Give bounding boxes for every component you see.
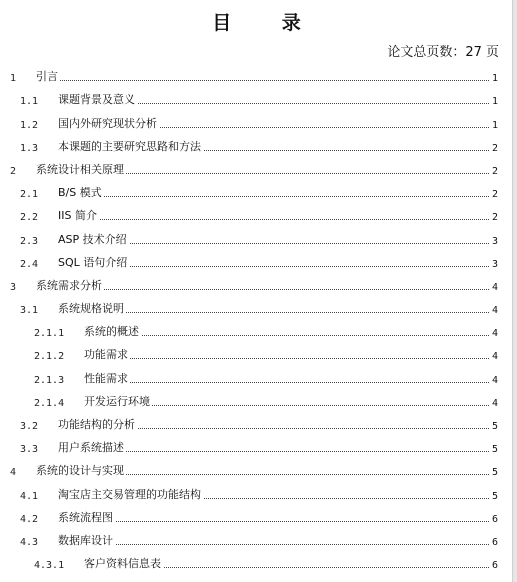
toc-entry-title: 本课题的主要研究思路和方法	[58, 139, 201, 153]
toc-entry-page: 5	[491, 467, 498, 479]
toc-entry-title: 系统的设计与实现	[36, 464, 124, 478]
toc-entry-title: 系统规格说明	[58, 302, 124, 316]
toc-entry-number: 2.1.2	[34, 351, 65, 363]
toc-entry-page: 3	[491, 235, 498, 247]
toc-entry-page: 4	[491, 328, 498, 340]
dot-leader	[84, 335, 489, 336]
toc-entry-page: 5	[491, 444, 498, 456]
dot-leader	[58, 544, 489, 545]
toc-entry[interactable]	[0, 134, 517, 157]
toc-entry-page: 6	[491, 560, 498, 572]
toc-entry-title: ASP 技术介绍	[58, 232, 127, 246]
toc-entry-page: 6	[491, 536, 498, 548]
toc-entry-title: 客户资料信息表	[84, 557, 161, 571]
toc-entry[interactable]	[0, 481, 517, 504]
toc-entry-number: 2	[10, 165, 17, 177]
toc-entry-page: 2	[491, 165, 498, 177]
dot-leader	[58, 521, 489, 522]
toc-entry-page: 1	[491, 96, 498, 108]
dot-leader	[36, 80, 489, 81]
toc-entry-page: 5	[491, 421, 498, 432]
toc-entry-page: 2	[491, 142, 498, 154]
toc-entry-page: 4	[491, 305, 498, 317]
toc-entry-number: 4.1	[20, 490, 39, 502]
toc-entry[interactable]	[0, 551, 517, 574]
toc-entry-number: 1.2	[20, 119, 39, 131]
toc-entry[interactable]	[0, 412, 517, 435]
toc-entry[interactable]	[0, 250, 517, 273]
toc-entry-number: 3	[10, 281, 17, 293]
toc-entry-number: 2.3	[20, 235, 39, 247]
toc-entry[interactable]	[0, 226, 517, 249]
toc-entry-page: 4	[491, 351, 498, 363]
toc-entry-title: 功能结构的分析	[58, 418, 135, 431]
toc-entry-number: 2.2	[20, 212, 39, 224]
toc-entry-number: 2.4	[20, 258, 39, 270]
toc-entry-number: 1.3	[20, 142, 39, 154]
toc-entry-title: 性能需求	[84, 371, 128, 385]
toc-entry[interactable]	[0, 296, 517, 319]
toc-entry-number: 3.3	[20, 444, 39, 456]
toc-entry-number: 4.3	[20, 536, 39, 548]
toc-entry-title: 淘宝店主交易管理的功能结构	[58, 487, 201, 501]
toc-entry[interactable]	[0, 505, 517, 528]
toc-entry-number: 2.1.1	[34, 328, 65, 340]
toc-entry-number: 3.1	[20, 305, 39, 317]
toc-entry-number: 2.1.4	[34, 397, 65, 409]
toc-entry[interactable]	[0, 458, 517, 481]
window-edge	[512, 0, 517, 582]
toc-entry-title: 国内外研究现状分析	[58, 116, 157, 130]
toc-entry[interactable]	[0, 273, 517, 296]
toc-entry-page: 3	[491, 258, 498, 270]
toc-entry-number: 2.1.3	[34, 374, 65, 386]
dot-leader	[84, 382, 489, 383]
toc-entry-page: 1	[491, 119, 498, 131]
toc-entry[interactable]	[0, 180, 517, 203]
toc-entry-title: IIS 简介	[58, 209, 97, 223]
toc-entry-page: 5	[491, 490, 498, 502]
toc-entry[interactable]	[0, 319, 517, 342]
toc-entry-title: 数据库设计	[58, 533, 113, 547]
toc-entry[interactable]	[0, 435, 517, 458]
table-of-contents	[0, 64, 517, 574]
toc-entry-title: B/S 模式	[58, 186, 102, 200]
toc-entry[interactable]	[0, 110, 517, 133]
toc-entry-number: 1.1	[20, 96, 39, 108]
toc-entry[interactable]	[0, 528, 517, 551]
toc-entry-title: 课题背景及意义	[58, 93, 135, 107]
toc-entry-title: SQL 语句介绍	[58, 255, 128, 269]
toc-title: 目 录	[212, 12, 323, 34]
toc-entry-title: 系统的概述	[84, 325, 139, 339]
toc-entry-number: 4	[10, 467, 17, 479]
toc-entry[interactable]	[0, 342, 517, 365]
toc-entry-page: 2	[491, 212, 498, 224]
toc-entry-title: 功能需求	[84, 348, 128, 362]
toc-entry[interactable]	[0, 157, 517, 180]
toc-entry-number: 4.3.1	[34, 560, 65, 572]
toc-entry-number: 3.2	[20, 421, 39, 432]
toc-entry-page: 4	[491, 374, 498, 386]
toc-entry-title: 系统流程图	[58, 510, 113, 524]
toc-entry[interactable]	[0, 203, 517, 226]
toc-entry[interactable]	[0, 64, 517, 87]
dot-leader	[84, 358, 489, 359]
toc-entry[interactable]	[0, 389, 517, 412]
dot-leader	[58, 196, 489, 197]
toc-entry-title: 开发运行环境	[84, 394, 150, 408]
toc-entry-page: 2	[491, 189, 498, 201]
toc-entry-title: 引言	[36, 70, 58, 84]
toc-entry[interactable]	[0, 365, 517, 388]
toc-entry-number: 4.2	[20, 513, 39, 525]
toc-entry-number: 2.1	[20, 189, 39, 201]
total-page-count: 论文总页数：27 页	[387, 45, 499, 60]
toc-entry-title: 用户系统描述	[58, 441, 124, 455]
toc-entry[interactable]	[0, 87, 517, 110]
toc-entry-number: 1	[10, 73, 17, 85]
toc-entry-page: 6	[491, 513, 498, 525]
toc-entry-title: 系统设计相关原理	[36, 162, 124, 176]
dot-leader	[58, 219, 489, 220]
toc-entry-page: 4	[491, 281, 498, 293]
toc-entry-title: 系统需求分析	[36, 278, 102, 292]
toc-entry-page: 4	[491, 397, 498, 409]
toc-entry-page: 1	[491, 73, 498, 85]
